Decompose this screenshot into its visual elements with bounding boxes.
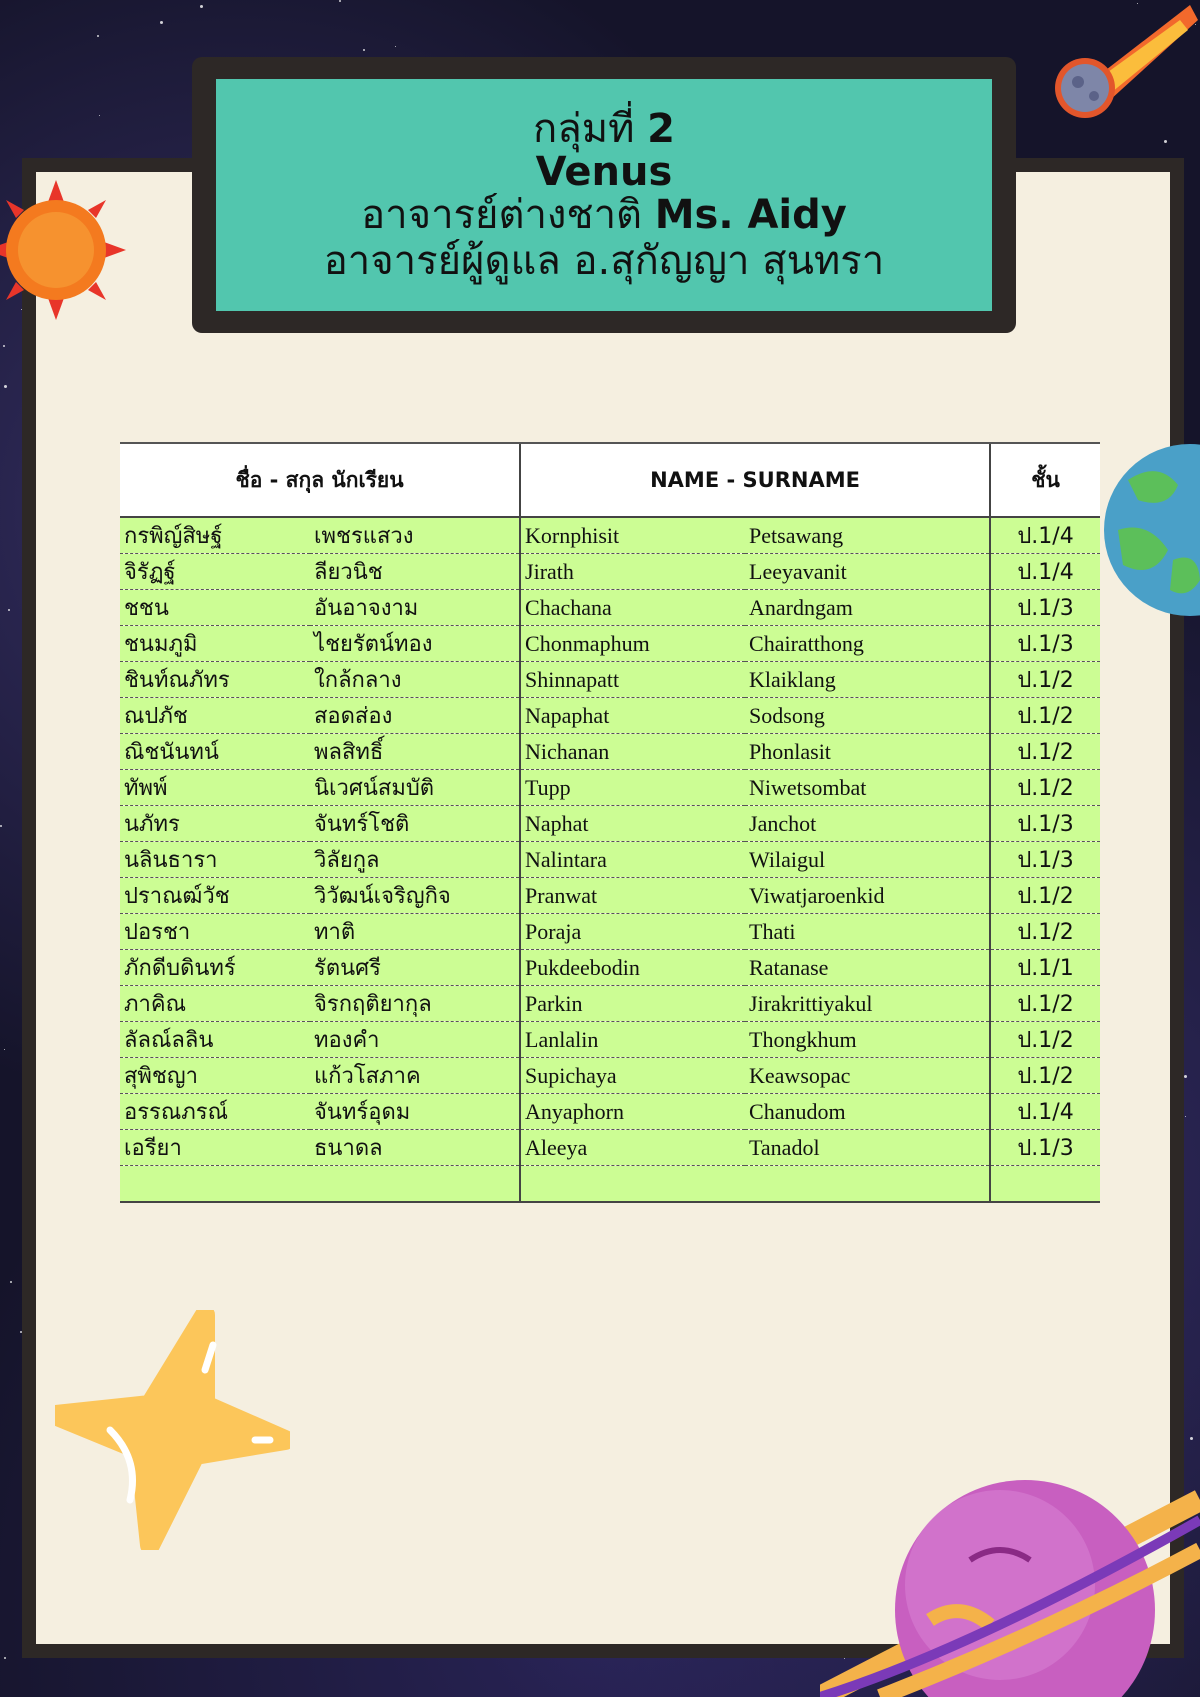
cell-english-first: Jirath [520, 554, 745, 590]
cell-english-last: Thati [745, 914, 990, 950]
cell-english-first: Anyaphorn [520, 1094, 745, 1130]
background-star-dot [4, 1049, 5, 1050]
table-row [120, 626, 1100, 662]
cell-english-last: Niwetsombat [745, 770, 990, 806]
group-number: 2 [647, 106, 676, 152]
cell-thai-last: อันอาจงาม [310, 590, 520, 626]
table-row-empty [120, 1166, 1100, 1203]
cell-english-first: Naphat [520, 806, 745, 842]
cell-english-last: Wilaigul [745, 842, 990, 878]
cell-grade: ป.1/2 [990, 914, 1100, 950]
cell-english-last: Keawsopac [745, 1058, 990, 1094]
cell-thai-first: ณิชนันทน์ [120, 734, 310, 770]
cell-english-first: Pukdeebodin [520, 950, 745, 986]
earth-planet-icon [1098, 440, 1200, 620]
background-star-dot [1184, 1075, 1187, 1078]
cell-grade: ป.1/2 [990, 878, 1100, 914]
cell-grade: ป.1/2 [990, 1022, 1100, 1058]
background-star-dot [200, 5, 203, 8]
cell-thai-last: ไชยรัตน์ทอง [310, 626, 520, 662]
background-star-dot [99, 115, 100, 116]
group-prefix: กลุ่มที่ [532, 106, 635, 152]
cell-english-last: Tanadol [745, 1130, 990, 1166]
cell-english-last: Phonlasit [745, 734, 990, 770]
title-panel [192, 57, 1016, 333]
cell-thai-first: เอรียา [120, 1130, 310, 1166]
group-title [533, 106, 675, 152]
background-star-dot [363, 49, 365, 51]
cell-thai-last: ลียวนิช [310, 554, 520, 590]
table-row [120, 1130, 1100, 1166]
cell-thai-last: วิวัฒน์เจริญกิจ [310, 878, 520, 914]
cell-thai-first: นภัทร [120, 806, 310, 842]
cell-thai-last: นิเวศน์สมบัติ [310, 770, 520, 806]
cell-english-last: Leeyavanit [745, 554, 990, 590]
cell-thai-first: ทัพพ์ [120, 770, 310, 806]
cell-thai-first: ภาคิณ [120, 986, 310, 1022]
foreign-teacher-line [361, 192, 847, 238]
cell-english-last: Janchot [745, 806, 990, 842]
cell-thai-first: อรรณภรณ์ [120, 1094, 310, 1130]
background-star-dot [97, 35, 99, 37]
cell-english-first: Nalintara [520, 842, 745, 878]
empty-cell [745, 1166, 990, 1203]
cell-english-first: Kornphisit [520, 517, 745, 554]
table-row [120, 770, 1100, 806]
table-row [120, 698, 1100, 734]
cell-english-last: Thongkhum [745, 1022, 990, 1058]
header-thai-name: ชื่อ - สกุล นักเรียน [120, 443, 520, 517]
cell-english-first: Parkin [520, 986, 745, 1022]
cell-grade: ป.1/1 [990, 950, 1100, 986]
cell-thai-last: เพชรแสวง [310, 517, 520, 554]
cell-english-first: Supichaya [520, 1058, 745, 1094]
background-star-dot [4, 385, 7, 388]
foreign-teacher-name: Ms. Aidy [654, 192, 847, 238]
cell-grade: ป.1/3 [990, 626, 1100, 662]
cell-thai-last: ทาติ [310, 914, 520, 950]
comet-icon [1040, 0, 1200, 120]
cell-thai-last: สอดส่อง [310, 698, 520, 734]
cell-english-first: Napaphat [520, 698, 745, 734]
table-row [120, 878, 1100, 914]
background-star-dot [339, 0, 341, 2]
cell-thai-first: ลัลณ์ลลิน [120, 1022, 310, 1058]
table-row [120, 1094, 1100, 1130]
cell-grade: ป.1/4 [990, 517, 1100, 554]
cell-grade: ป.1/4 [990, 1094, 1100, 1130]
empty-cell [120, 1166, 310, 1203]
foreign-teacher-label: อาจารย์ต่างชาติ [361, 192, 643, 238]
cell-thai-first: สุพิชญา [120, 1058, 310, 1094]
sun-icon [0, 180, 126, 320]
table-row [120, 1022, 1100, 1058]
cell-thai-first: ชนมภูมิ [120, 626, 310, 662]
empty-cell [990, 1166, 1100, 1203]
cell-thai-first: ปอรชา [120, 914, 310, 950]
cell-thai-first: จิรัฏฐ์ [120, 554, 310, 590]
cell-grade: ป.1/2 [990, 986, 1100, 1022]
cell-grade: ป.1/3 [990, 1130, 1100, 1166]
header-english-name: NAME - SURNAME [520, 443, 990, 517]
cell-thai-first: นลินธารา [120, 842, 310, 878]
table-row [120, 554, 1100, 590]
cell-english-last: Chairatthong [745, 626, 990, 662]
cell-english-last: Anardngam [745, 590, 990, 626]
advisor-line: อาจารย์ผู้ดูแล อ.สุกัญญา สุนทรา [323, 238, 885, 284]
table-row [120, 590, 1100, 626]
table-row [120, 914, 1100, 950]
table-row [120, 806, 1100, 842]
header-grade: ชั้น [990, 443, 1100, 517]
cell-thai-last: ทองคำ [310, 1022, 520, 1058]
cell-grade: ป.1/2 [990, 698, 1100, 734]
table-row [120, 517, 1100, 554]
cell-thai-last: ใกล้กลาง [310, 662, 520, 698]
cell-english-last: Ratanase [745, 950, 990, 986]
table-row [120, 986, 1100, 1022]
empty-cell [520, 1166, 745, 1203]
cell-thai-last: จิรกฤติยากุล [310, 986, 520, 1022]
background-star-dot [1164, 140, 1167, 143]
background-star-dot [10, 1281, 12, 1283]
cell-english-first: Shinnapatt [520, 662, 745, 698]
cell-english-last: Sodsong [745, 698, 990, 734]
empty-cell [310, 1166, 520, 1203]
cell-thai-last: วิลัยกูล [310, 842, 520, 878]
cell-grade: ป.1/2 [990, 662, 1100, 698]
cell-thai-last: รัตนศรี [310, 950, 520, 986]
background-star-dot [0, 825, 2, 827]
table-row [120, 842, 1100, 878]
star-icon [55, 1310, 290, 1550]
cell-thai-last: จันทร์โชติ [310, 806, 520, 842]
cell-english-first: Poraja [520, 914, 745, 950]
cell-english-first: Chachana [520, 590, 745, 626]
group-name: Venus [535, 149, 673, 195]
cell-thai-first: กรพิญ์สิษฐ์ [120, 517, 310, 554]
cell-grade: ป.1/3 [990, 842, 1100, 878]
table-header-row [120, 443, 1100, 517]
cell-english-first: Lanlalin [520, 1022, 745, 1058]
table-row [120, 1058, 1100, 1094]
cell-thai-first: ชินท์ณภัทร [120, 662, 310, 698]
cell-thai-last: แก้วโสภาค [310, 1058, 520, 1094]
table-row [120, 950, 1100, 986]
student-roster-table [120, 442, 1100, 1203]
cell-english-last: Jirakrittiyakul [745, 986, 990, 1022]
cell-thai-last: พลสิทธิ์ [310, 734, 520, 770]
cell-thai-first: ภักดีบดินทร์ [120, 950, 310, 986]
cell-english-first: Nichanan [520, 734, 745, 770]
title-panel-inner [216, 79, 992, 311]
cell-grade: ป.1/2 [990, 1058, 1100, 1094]
background-star-dot [1185, 1116, 1186, 1117]
ringed-planet-icon [820, 1460, 1200, 1697]
cell-grade: ป.1/2 [990, 734, 1100, 770]
background-star-dot [395, 46, 396, 47]
cell-grade: ป.1/3 [990, 590, 1100, 626]
table-body [120, 517, 1100, 1202]
cell-grade: ป.1/2 [990, 770, 1100, 806]
cell-thai-last: จันทร์อุดม [310, 1094, 520, 1130]
cell-thai-first: ณปภัช [120, 698, 310, 734]
cell-english-first: Tupp [520, 770, 745, 806]
background-star-dot [8, 609, 10, 611]
table-row [120, 662, 1100, 698]
cell-english-last: Chanudom [745, 1094, 990, 1130]
cell-thai-first: ชชน [120, 590, 310, 626]
cell-grade: ป.1/4 [990, 554, 1100, 590]
cell-english-first: Pranwat [520, 878, 745, 914]
table-row [120, 734, 1100, 770]
cell-grade: ป.1/3 [990, 806, 1100, 842]
cell-thai-last: ธนาดล [310, 1130, 520, 1166]
cell-english-last: Petsawang [745, 517, 990, 554]
cell-english-first: Aleeya [520, 1130, 745, 1166]
background-star-dot [4, 1657, 6, 1659]
cell-thai-first: ปราณฒ์วัช [120, 878, 310, 914]
background-star-dot [3, 345, 5, 347]
cell-english-last: Viwatjaroenkid [745, 878, 990, 914]
background-star-dot [160, 21, 163, 24]
cell-english-last: Klaiklang [745, 662, 990, 698]
background-star-dot [1190, 1437, 1193, 1440]
cell-english-first: Chonmaphum [520, 626, 745, 662]
